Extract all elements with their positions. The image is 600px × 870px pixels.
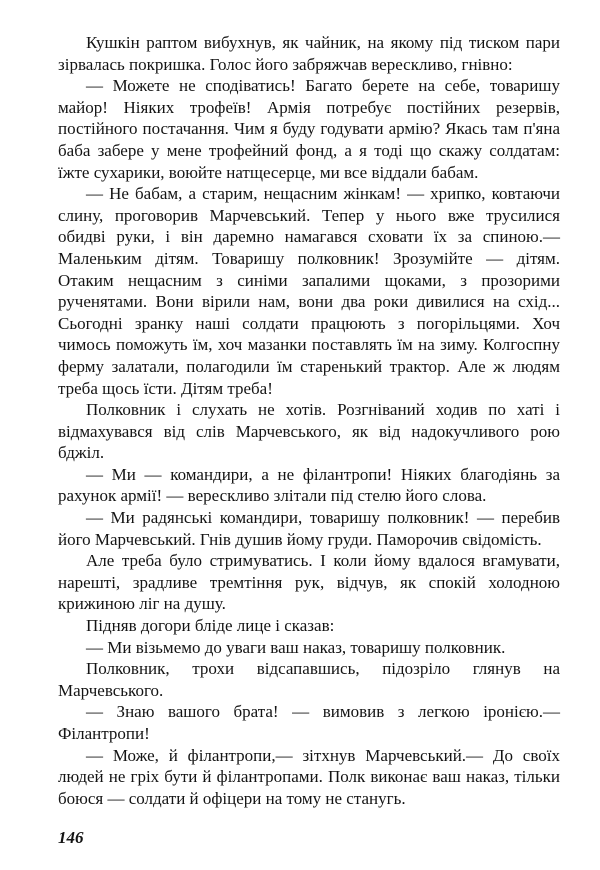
paragraph-9: — Ми візьмемо до уваги ваш наказ, товаришу полковник. (86, 637, 506, 657)
paragraph-1: Кушкін раптом вибухнув, як чайник, на якому під тиском пари зірвалась покришка. Голос його забряжчав верескливо, гнівно: (58, 33, 560, 74)
paragraph-11: — Знаю вашого брата! — вимовив з легкою іронією.— Філантропи! (58, 702, 560, 743)
paragraph-6: — Ми радянські командири, товаришу полковник! — перебив його Марчевський. Гнів душив йому груди. Паморочив свідомість. (58, 508, 560, 549)
paragraph-4: Полковник і слухать не хотів. Розгніваний ходив по хаті і відмахувався від слів Марчевського, як від надокучливого рою бджіл. (58, 400, 560, 463)
paragraph-12: — Може, й філантропи,— зітхнув Марчевський.— До своїх людей не гріх бути й філантропами. Полк виконає ваш наказ, тільки боюся — солдати й офіцери на тому не станугь. (58, 745, 560, 808)
paragraph-5: — Ми — командири, а не філантропи! Ніяких благодіянь за рахунок армії! — верескливо злітали під стелю його слова. (58, 464, 560, 506)
page-number: 146 (58, 828, 84, 847)
paragraph-8: Підняв догори бліде лице і сказав: (86, 616, 335, 636)
paragraph-2: — Можете не сподіватись! Багато берете на себе, товаришу майор! Ніяких трофеїв! Армія потребує постійних резервів, постійного постачання. Чим я буду годувати армію? Якась там п'яна баба забере у мене трофейний фонд, а я тоді що скажу солдатам: їжте сухарики, воюйте натщесерце, ми все віддали бабам. (58, 76, 560, 182)
paragraph-3: — Не бабам, а старим, нещасним жінкам! — хрипко, ковтаючи слину, проговорив Марчевський. Тепер у нього вже трусилися обидві руки, і він даремно намагався сховати їх за спиною.— Маленьким дітям. Товаришу полковник! Зрозумійте — дітям. Отаким нещасним з синіми запалими щоками, з прозорими рученятами. Вони вірили нам, вони два роки дивилися на схід... Сьогодні зранку наші солдати працюють з погорільцями. Хоч чимось поможуть їм, хоч мазанки поставлять їм на зиму. Колгоспну ферму залатали, полагодили їм старенький трактор. Але ж людям треба щось їсти. Дітям треба! (58, 184, 560, 398)
paragraph-10: Полковник, трохи відсапавшись, підозріло глянув на Марчевського. (58, 659, 560, 700)
paragraph-7: Але треба було стримуватись. І коли йому вдалося вгамувати, нарешті, зрадливе тремтіння рук, відчув, як спокій холодною крижиною ліг на душу. (58, 551, 560, 614)
book-page-text (58, 32, 560, 809)
